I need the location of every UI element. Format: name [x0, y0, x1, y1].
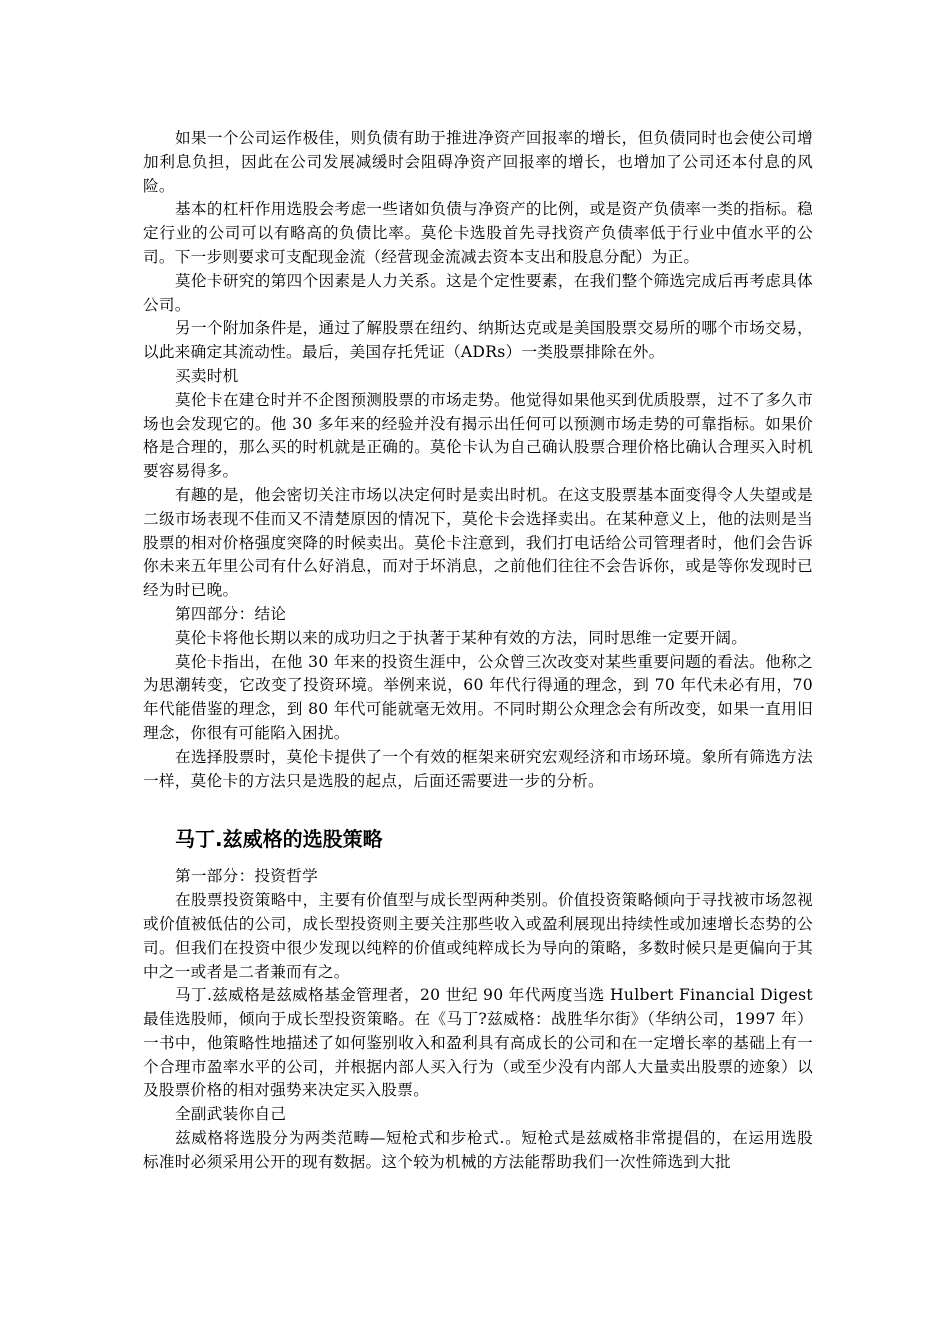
section-title: 马丁.兹威格的选股策略 — [175, 827, 383, 852]
subheading-conclusion: 第四部分：结论 — [175, 604, 287, 623]
paragraph: 在股票投资策略中，主要有价值型与成长型两种类别。价值投资策略倾向于寻找被市场忽视或价值被低估的公司，成长型投资则主要关注那些收入或盈利展现出持续性或加速增长态势的公司。但我们在投资中很少发现以纯粹的价值或纯粹成长为导向的策略，多数时候只是更偏向于其中之一或者是二者兼而有之。 — [143, 891, 813, 981]
paragraph: 有趣的是，他会密切关注市场以决定何时是卖出时机。在这支股票基本面变得令人失望或是二级市场表现不佳而又不清楚原因的情况下，莫伦卡会选择卖出。在某种意义上，他的法则是当股票的相对价格强度突降的时候卖出。莫伦卡注意到，我们打电话给公司管理者时，他们会告诉你未来五年里公司有什么好消息，而对于坏消息，之前他们往往不会告诉你，或是等你发现时已经为时已晚。 — [143, 485, 813, 600]
subheading-philosophy: 第一部分：投资哲学 — [175, 867, 319, 886]
paragraph: 莫伦卡将他长期以来的成功归之于执著于某种有效的方法，同时思维一定要开阔。 — [175, 628, 748, 647]
paragraph: 莫伦卡指出，在他 30 年来的投资生涯中，公众曾三次改变对某些重要问题的看法。他称之为思潮转变，它改变了投资环境。举例来说，60 年代行得通的理念，到 70 年代未必有用，70 年代能借鉴的理念，到 80 年代可能就毫无效用。不同时期公众理念会有所改变，如果一直用旧理念，你很有可能陷入困扰。 — [143, 652, 813, 742]
subheading-armed: 全副武装你自己 — [175, 1105, 287, 1124]
paragraph: 兹威格将选股分为两类范畴—短枪式和步枪式.。短枪式是兹威格非常提倡的，在运用选股标准时必须采用公开的现有数据。这个较为机械的方法能帮助我们一次性筛选到大批 — [143, 1129, 813, 1171]
paragraph: 基本的杠杆作用选股会考虑一些诸如负债与净资产的比例，或是资产负债率一类的指标。稳定行业的公司可以有略高的负债比率。莫伦卡选股首先寻找资产负债率低于行业中值水平的公司。下一步则要求可支配现金流（经营现金流减去资本支出和股息分配）为正。 — [143, 200, 813, 266]
paragraph: 另一个附加条件是，通过了解股票在纽约、纳斯达克或是美国股票交易所的哪个市场交易，以此来确定其流动性。最后，美国存托凭证（ADRs）一类股票排除在外。 — [143, 319, 813, 362]
paragraph: 如果一个公司运作极佳，则负债有助于推进净资产回报率的增长，但负债同时也会使公司增加利息负担，因此在公司发展减缓时会阻碍净资产回报率的增长，也增加了公司还本付息的风险。 — [143, 129, 813, 195]
paragraph: 在选择股票时，莫伦卡提供了一个有效的框架来研究宏观经济和市场环境。象所有筛选方法一样，莫伦卡的方法只是选股的起点，后面还需要进一步的分析。 — [143, 747, 813, 790]
document-page — [143, 127, 813, 1175]
subheading-timing: 买卖时机 — [175, 366, 239, 385]
paragraph: 莫伦卡研究的第四个因素是人力关系。这是个定性要素，在我们整个筛选完成后再考虑具体公司。 — [143, 271, 813, 314]
paragraph: 莫伦卡在建仓时并不企图预测股票的市场走势。他觉得如果他买到优质股票，过不了多久市场也会发现它的。他 30 多年来的经验并没有揭示出任何可以预测市场走势的可靠指标。如果价格是合理的，那么买的时机就是正确的。莫伦卡认为自己确认股票合理价格比确认合理买入时机要容易得多。 — [143, 390, 813, 481]
paragraph: 马丁.兹威格是兹威格基金管理者，20 世纪 90 年代两度当选 Hulbert Financial Digest 最佳选股师，倾向于成长型投资策略。在《马丁?兹威格：战胜华尔街》（华纳公司，1997 年）一书中，他策略性地描述了如何鉴别收入和盈利具有高成长的公司和在一定增长率的基础上有一个合理市盈率水平的公司，并根据内部人买入行为（或至少没有内部人大量卖出股票的迹象）以及股票价格的相对强势来决定买入股票。 — [143, 986, 813, 1100]
